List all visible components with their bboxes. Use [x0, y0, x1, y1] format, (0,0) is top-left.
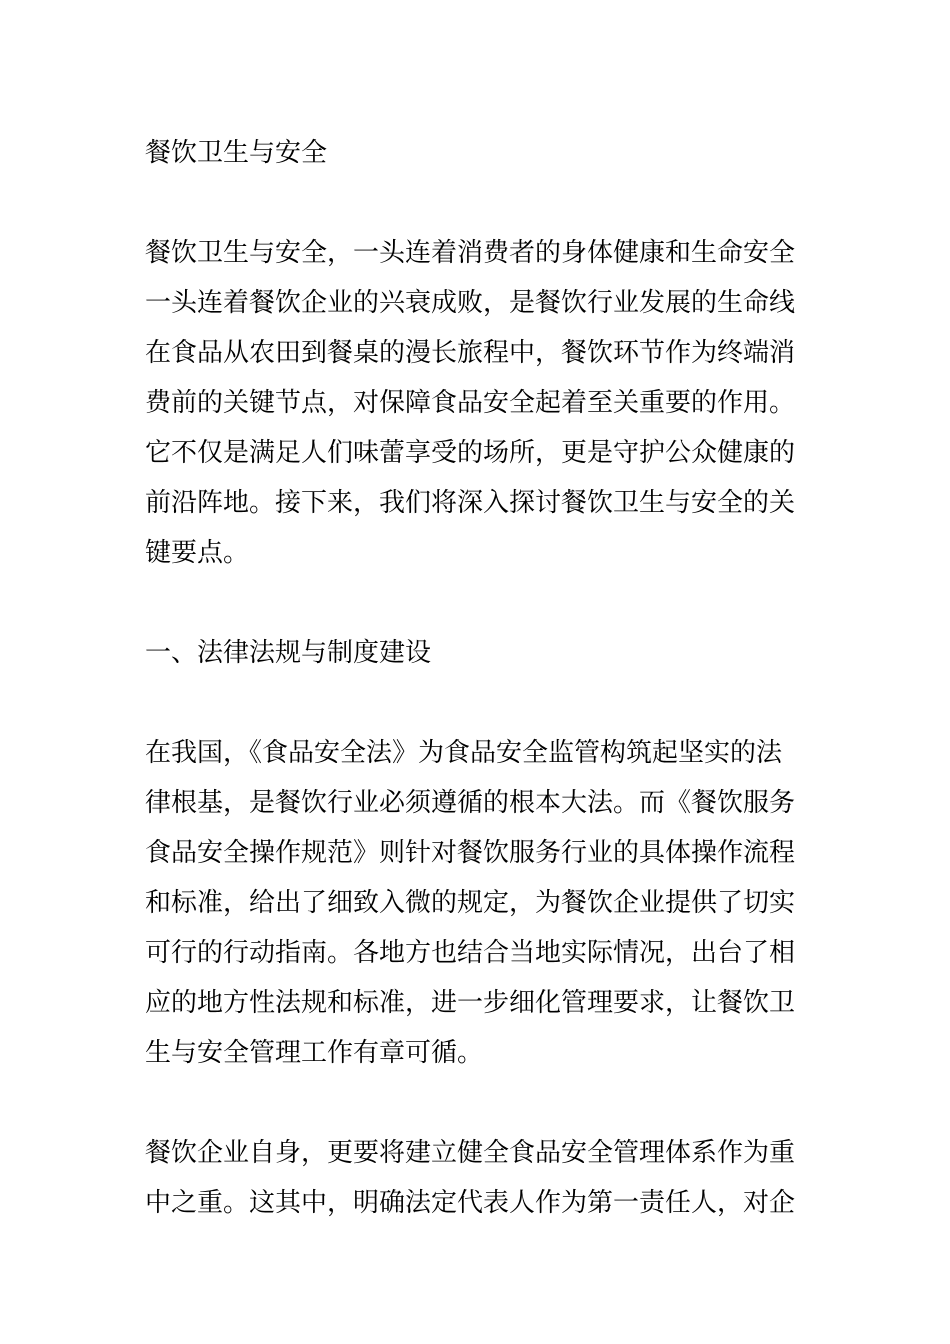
- text-line: 食品安全操作规范》则针对餐饮服务行业的具体操作流程: [145, 838, 796, 868]
- document-page: [145, 128, 810, 1228]
- text-line: 费前的关键节点，对保障食品安全起着至关重要的作用。: [145, 388, 796, 418]
- text-line: 一头连着餐饮企业的兴衰成败，是餐饮行业发展的生命线: [145, 288, 796, 318]
- section-heading: 一、法律法规与制度建设: [145, 638, 432, 668]
- paragraph-enterprise: [145, 1128, 810, 1228]
- text-line: 中之重。这其中，明确法定代表人作为第一责任人，对企: [145, 1188, 796, 1218]
- text-line: 前沿阵地。接下来，我们将深入探讨餐饮卫生与安全的关: [145, 488, 796, 518]
- paragraph-gap: [145, 178, 810, 228]
- text-line: 应的地方性法规和标准，进一步细化管理要求，让餐饮卫: [145, 988, 796, 1018]
- text-line: 生与安全管理工作有章可循。: [145, 1038, 484, 1068]
- paragraph-gap: [145, 1078, 810, 1128]
- text-line: 可行的行动指南。各地方也结合当地实际情况，出台了相: [145, 938, 796, 968]
- text-line: 在我国，《食品安全法》为食品安全监管构筑起坚实的法: [145, 738, 783, 768]
- text-line: 和标准，给出了细致入微的规定，为餐饮企业提供了切实: [145, 888, 796, 918]
- text-line: 餐饮企业自身，更要将建立健全食品安全管理体系作为重: [145, 1138, 796, 1168]
- text-line: 在食品从农田到餐桌的漫长旅程中，餐饮环节作为终端消: [145, 338, 796, 368]
- paragraph-gap: [145, 678, 810, 728]
- document-title: 餐饮卫生与安全: [145, 138, 328, 168]
- paragraph-gap: [145, 578, 810, 628]
- text-line: 键要点。: [145, 538, 250, 568]
- text-line: 它不仅是满足人们味蕾享受的场所，更是守护公众健康的: [145, 438, 796, 468]
- paragraph-laws: [145, 728, 810, 1078]
- paragraph-intro: [145, 228, 810, 578]
- text-line: 餐饮卫生与安全，一头连着消费者的身体健康和生命安全: [145, 238, 796, 268]
- text-line: 律根基，是餐饮行业必须遵循的根本大法。而《餐饮服务: [145, 788, 796, 818]
